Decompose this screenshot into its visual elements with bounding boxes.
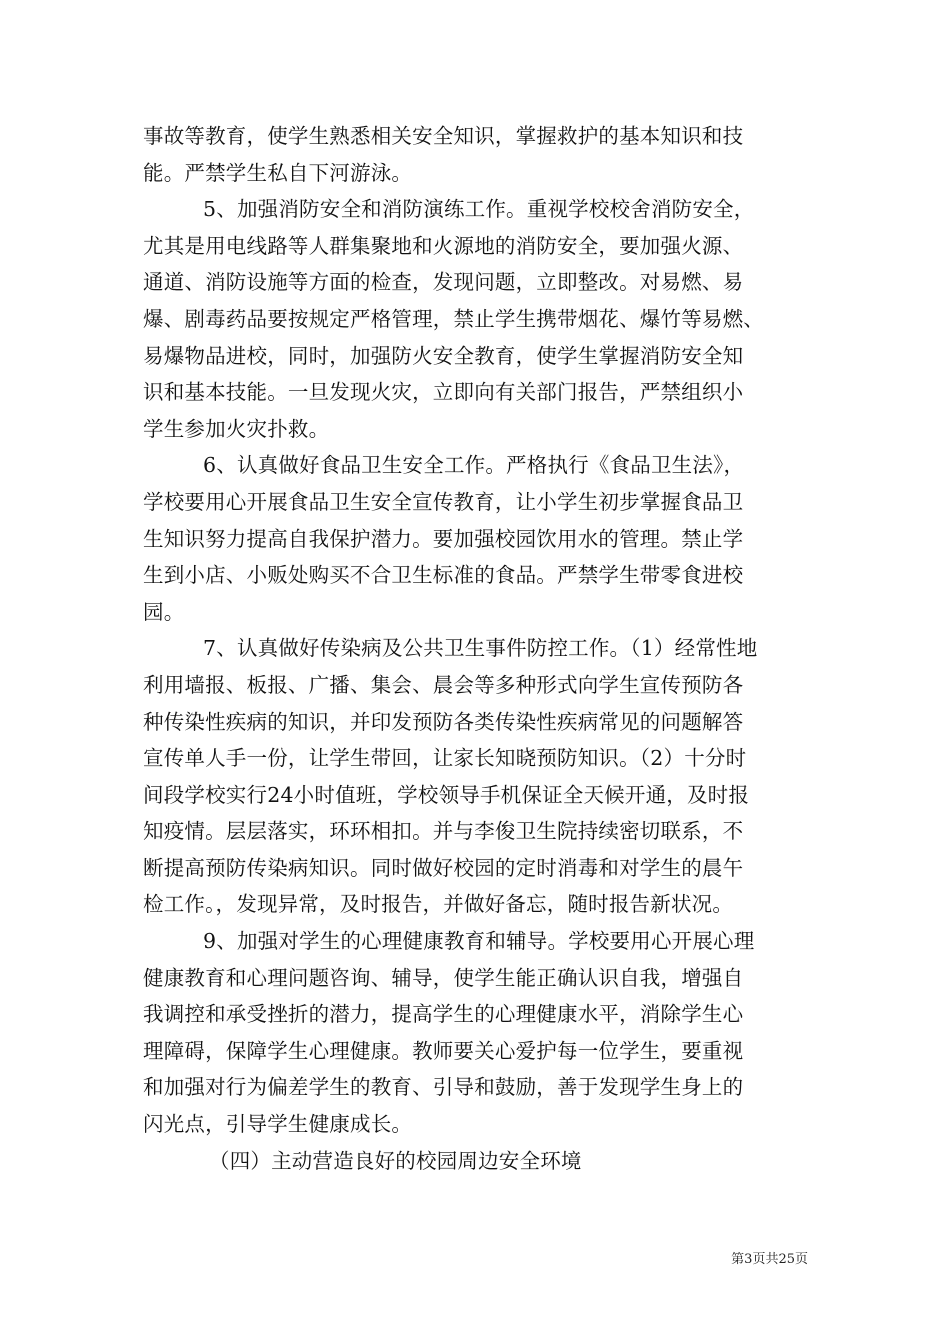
text-line: 学校要用心开展食品卫生安全宣传教育，让小学生初步掌握食品卫 bbox=[143, 489, 744, 514]
text-line: 理障碍，保障学生心理健康。教师要关心爱护每一位学生，要重视 bbox=[143, 1038, 744, 1063]
paragraph-start-line: 7、认真做好传染病及公共卫生事件防控工作。（1）经常性地 bbox=[203, 636, 758, 661]
page-number-footer: 第3页共25页 bbox=[731, 1252, 808, 1267]
text-line: 学生参加火灾扑救。 bbox=[143, 416, 330, 441]
text-line: 爆、剧毒药品要按规定严格管理，禁止学生携带烟花、爆竹等易燃、 bbox=[143, 306, 764, 331]
text-line: 利用墙报、板报、广播、集会、晨会等多种形式向学生宣传预防各 bbox=[143, 672, 744, 697]
text-line: 间段学校实行24小时值班，学校领导手机保证全天候开通，及时报 bbox=[143, 782, 750, 807]
text-line: 通道、消防设施等方面的检查，发现问题，立即整改。对易燃、易 bbox=[143, 270, 744, 295]
text-line: 生到小店、小贩处购买不合卫生标准的食品。严禁学生带零食进校 bbox=[143, 563, 744, 588]
text-line: 知疫情。层层落实，环环相扣。并与李俊卫生院持续密切联系，不 bbox=[143, 819, 744, 844]
section-heading: （四）主动营造良好的校园周边安全环境 bbox=[209, 1148, 582, 1173]
paragraph-start-line: 9、加强对学生的心理健康教育和辅导。学校要用心开展心理 bbox=[203, 929, 755, 954]
text-line: 健康教育和心理问题咨询、辅导，使学生能正确认识自我，增强自 bbox=[143, 965, 744, 990]
text-line: 识和基本技能。一旦发现火灾，立即向有关部门报告，严禁组织小 bbox=[143, 380, 744, 405]
text-line: 园。 bbox=[143, 599, 185, 624]
text-line: 闪光点，引导学生健康成长。 bbox=[143, 1112, 413, 1137]
text-line: 检工作。，发现异常，及时报告，并做好备忘，随时报告新状况。 bbox=[143, 892, 734, 917]
text-line: 生知识努力提高自我保护潜力。要加强校园饮用水的管理。禁止学 bbox=[143, 526, 744, 551]
text-line: 我调控和承受挫折的潜力，提高学生的心理健康水平，消除学生心 bbox=[143, 1002, 744, 1027]
text-line: 宣传单人手一份，让学生带回，让家长知晓预防知识。（2）十分时 bbox=[143, 746, 747, 771]
text-line: 能。严禁学生私自下河游泳。 bbox=[143, 160, 413, 185]
document-body bbox=[143, 118, 811, 1179]
paragraph-start-line: 6、认真做好食品卫生安全工作。严格执行《食品卫生法》， bbox=[203, 453, 745, 478]
text-line: 和加强对行为偏差学生的教育、引导和鼓励，善于发现学生身上的 bbox=[143, 1075, 744, 1100]
text-line: 易爆物品进校，同时，加强防火安全教育，使学生掌握消防安全知 bbox=[143, 343, 744, 368]
text-line: 断提高预防传染病知识。同时做好校园的定时消毒和对学生的晨午 bbox=[143, 855, 744, 880]
text-line: 事故等教育，使学生熟悉相关安全知识，掌握救护的基本知识和技 bbox=[143, 124, 744, 148]
text-line: 种传染性疾病的知识，并印发预防各类传染性疾病常见的问题解答 bbox=[143, 709, 744, 734]
text-line: 尤其是用电线路等人群集聚地和火源地的消防安全，要加强火源、 bbox=[143, 233, 744, 258]
paragraph-start-line: 5、加强消防安全和消防演练工作。重视学校校舍消防安全， bbox=[203, 197, 755, 222]
